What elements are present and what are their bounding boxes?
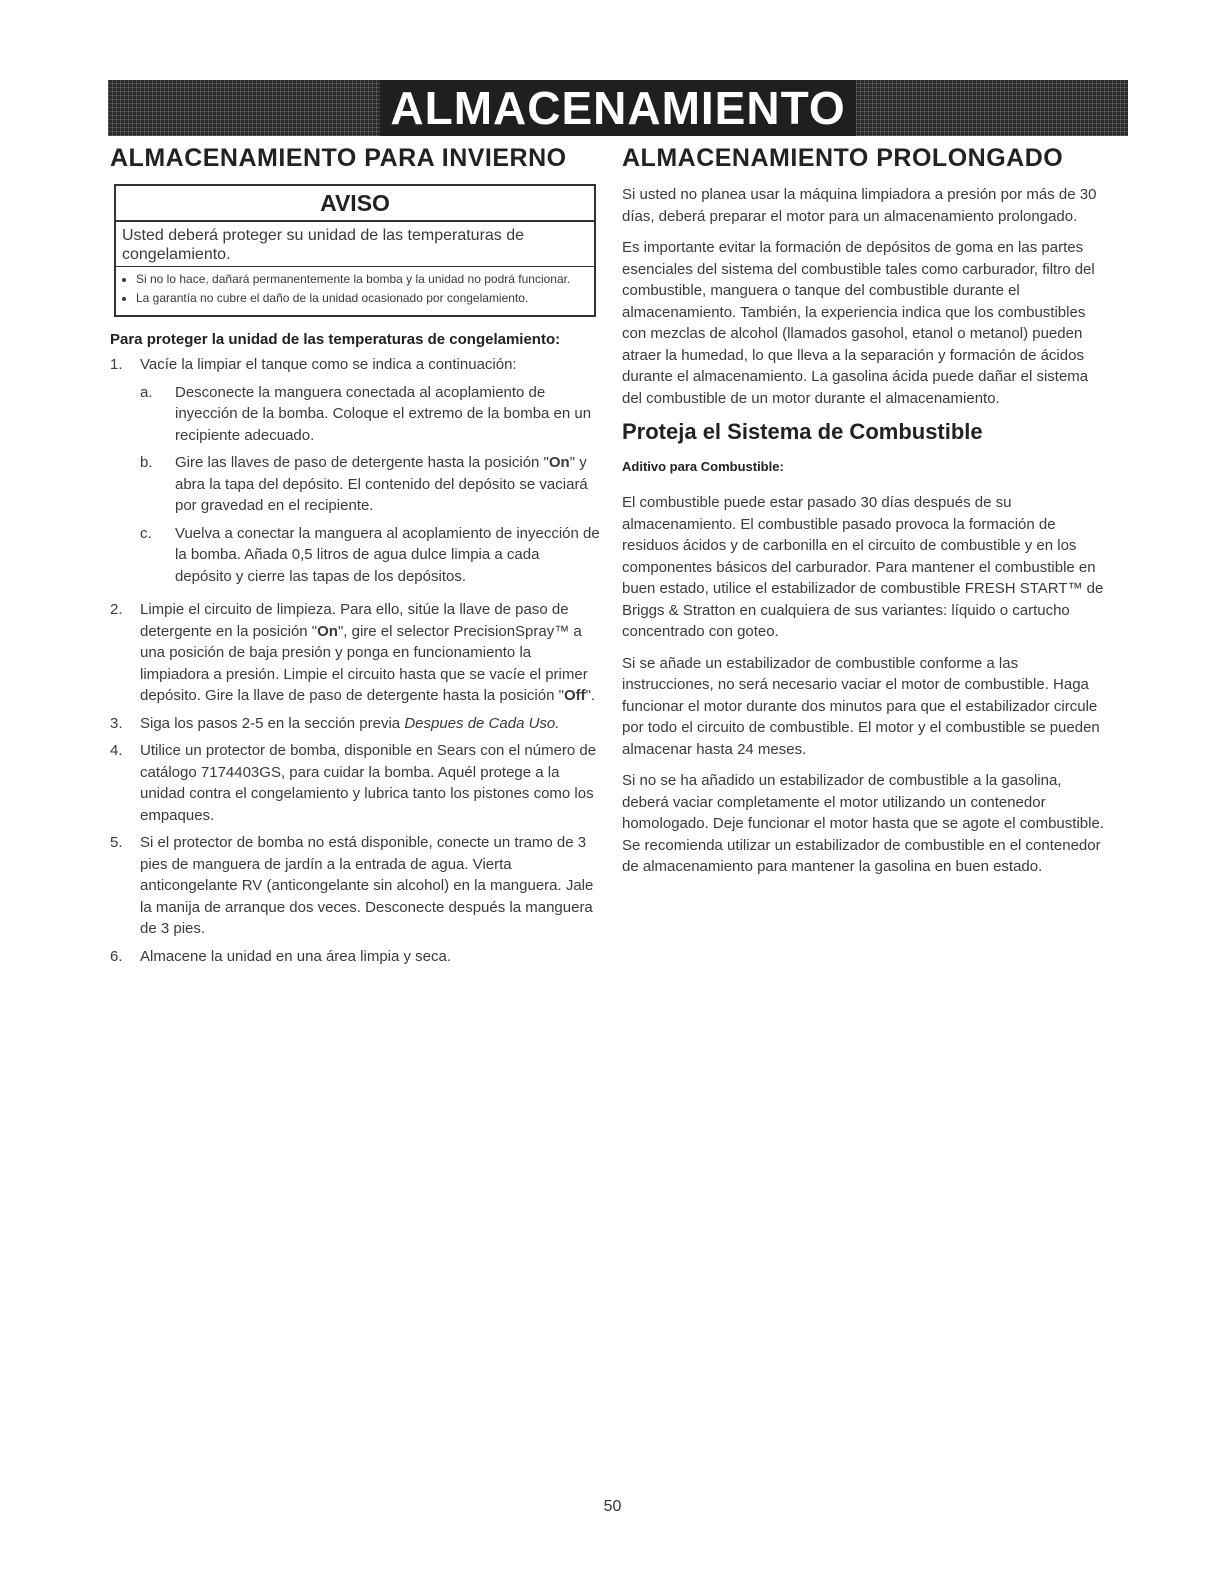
step-text (140, 713, 559, 735)
off-label: Off (563, 687, 586, 704)
text-run: Gire las llaves de paso de detergente hasta la posición " (175, 454, 549, 471)
protect-subheading: Para proteger la unidad de las temperaturas de congelamiento: (110, 331, 561, 348)
long-storage-title: ALMACENAMIENTO PROLONGADO (622, 144, 1064, 172)
substep-letter: a. (140, 383, 153, 401)
fuel-additive-subheading: Aditivo para Combustible: (622, 459, 784, 474)
section-reference: Despues de Cada Uso. (404, 714, 560, 732)
step-1-substeps (110, 382, 600, 594)
step-number: 1. (110, 356, 123, 373)
substep-text: Desconecte la manguera conectada al acoplamiento de inyección de la bomba. Coloque el extremo de la bomba en un recipiente adecuado. (175, 383, 592, 444)
fuel-system-title: Proteja el Sistema de Combustible (622, 419, 983, 444)
step-5 (110, 832, 600, 940)
text-run: Siga los pasos 2-5 en la sección previa (140, 714, 405, 732)
paragraph: El combustible puede estar pasado 30 días después de su almacenamiento. El combustible pasado provoca la formación de residuos ácidos y de carbonilla en el circuito de combustible y en los componentes básicos del carburador. Para mantener el combustible en buen estado, utilice el estabilizador de combustible FRESH START™ de Briggs & Stratton en cualquiera de sus variantes: líquido o cartucho concentrado con goteo. (622, 494, 1104, 640)
substep-c (110, 523, 600, 588)
on-label: On (548, 454, 570, 471)
notice-bullet: • Si no lo hace, dañará permanentemente la bomba y la unidad no podrá funcionar. (136, 271, 588, 288)
text-run: ". (585, 687, 596, 704)
left-column (110, 142, 600, 973)
substep-b (110, 452, 600, 517)
step-text: Utilice un protector de bomba, disponible en Sears con el número de catálogo 7174403GS, para cuidar la bomba. Aquél protege a la unidad contra el congelamiento y lubrica tanto los pistones como los empaques. (140, 742, 597, 824)
right-column (622, 142, 1112, 888)
step-2 (110, 599, 600, 707)
on-label: On (317, 622, 338, 640)
page-number: 50 (603, 1498, 622, 1515)
text-run: Limpie el circuito de limpieza. Para ello, sitúe la llave de paso de detergente en la posición " (140, 601, 569, 640)
step-4 (110, 740, 600, 826)
text-run: ", gire el selector PrecisionSpray™ a una posición de baja presión y ponga en funcionamiento la limpiadora a presión. Limpie el circuito hasta que se vacíe el primer depósito. Gire la llave de paso de detergente hasta la posición " (140, 622, 588, 704)
notice-lead: Usted deberá proteger su unidad de las temperaturas de congelamiento. (116, 222, 594, 267)
substep-letter: b. (140, 454, 153, 471)
step-number: 6. (110, 947, 123, 965)
notice-title: AVISO (116, 186, 594, 222)
step-text: Almacene la unidad en una área limpia y seca. (140, 947, 452, 965)
step-number: 2. (110, 601, 123, 618)
step-6 (110, 946, 600, 968)
step-number: 3. (110, 714, 123, 732)
substep-text: Vuelva a conectar la manguera al acoplamiento de inyección de la bomba. Añada 0,5 litros de agua dulce limpia a cada depósito y cierre las tapas de los depósitos. (175, 524, 600, 585)
notice-list (116, 267, 594, 315)
paragraph: Es importante evitar la formación de depósitos de goma en las partes esenciales del sistema del combustible tales como carburador, filtro del combustible, manguera o tanque del combustible durante el almacenamiento. También, la experiencia indica que los combustibles con mezclas de alcohol (llamados gasohol, etanol o metanol) pueden atraer la humedad, lo que lleva a la separación y formación de ácidos durante el almacenamiento. La gasolina ácida puede dañar el sistema del combustible de un motor durante el almacenamiento. (622, 239, 1095, 407)
substep-letter: c. (140, 524, 152, 542)
step-text (140, 599, 600, 707)
banner-title: ALMACENAMIENTO (380, 80, 855, 136)
paragraph: Si usted no planea usar la máquina limpiadora a presión por más de 30 días, deberá preparar el motor para un almacenamiento prolongado. (622, 186, 1097, 225)
step-text: Vacíe la limpiar el tanque como se indica a continuación: (140, 356, 517, 373)
step-text: Si el protector de bomba no está disponible, conecte un tramo de 3 pies de manguera de jardín a la entrada de agua. Vierta anticongelante RV (anticongelante sin alcohol) en la manguera. Jale la manija de arranque dos veces. Desconecte después la manguera de 3 pies. (140, 834, 594, 937)
substep-text (175, 452, 600, 517)
notice-box (114, 184, 596, 317)
paragraph: Si no se ha añadido un estabilizador de combustible a la gasolina, deberá vaciar completamente el motor utilizando un contenedor homologado. Deje funcionar el motor hasta que se agote el combustible. Se recomienda utilizar un estabilizador de combustible en el contenedor de almacenamiento para mantener la gasolina en buen estado. (622, 772, 1104, 875)
winter-steps (110, 354, 600, 967)
step-3 (110, 713, 600, 735)
substep-a (110, 382, 600, 447)
step-number: 4. (110, 742, 123, 759)
notice-bullet: • La garantía no cubre el daño de la unidad ocasionado por congelamiento. (136, 290, 588, 307)
paragraph: Si se añade un estabilizador de combustible conforme a las instrucciones, no será necesario vaciar el motor de combustible. Haga funcionar el motor durante dos minutos para que el estabilizador circule por todo el circuito de combustible. El motor y el combustible se pueden almacenar hasta 24 meses. (622, 654, 1100, 758)
text-run: " y abra la tapa del depósito. El contenido del depósito se vaciará por gravedad en el recipiente. (175, 454, 588, 514)
winter-storage-title: ALMACENAMIENTO PARA INVIERNO (110, 144, 567, 172)
step-number: 5. (110, 834, 123, 851)
section-banner (108, 80, 1128, 136)
step-1 (110, 354, 600, 593)
